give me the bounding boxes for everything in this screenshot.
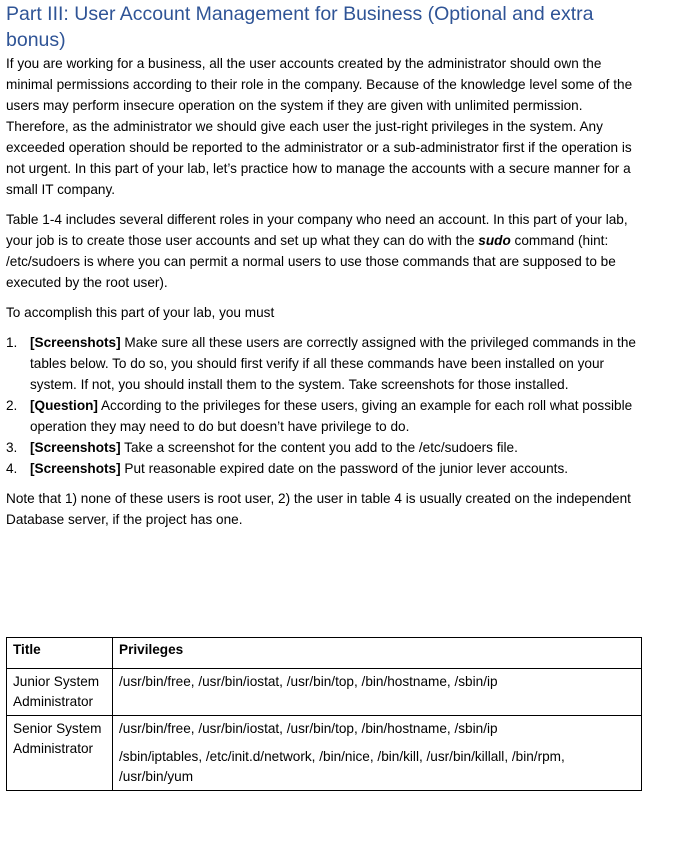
privileges-table — [6, 637, 642, 791]
item-text: Make sure all these users are correctly assigned with the privileged commands in the tables below. To do so, you should first verify if all these commands have been installed on your system. If not, you should install them to the system. Take screenshots for those installed. — [30, 335, 636, 392]
item-number: 4. — [6, 461, 18, 476]
privileges-line: /usr/bin/free, /usr/bin/iostat, /usr/bin/top, /bin/hostname, /sbin/ip — [119, 674, 498, 689]
sudo-term: sudo — [478, 233, 511, 248]
item-tag: [Screenshots] — [30, 335, 121, 350]
list-item — [6, 332, 646, 395]
intro-paragraph: If you are working for a business, all the user accounts created by the administrator should own the minimal permissions according to their role in the company. Because of the knowledge level some of the users may perform insecure operation on the system if they are given with unlimited permission. Therefore, as the administrator we should give each user the just-right privileges in the system. Any exceeded operation should be reported to the administrator or a sub-administrator first if the operation is not urgent. In this part of your lab, let’s practice how to manage the accounts with a secure manner for a small IT company. — [6, 56, 633, 197]
table-row — [7, 669, 642, 716]
note-paragraph: Note that 1) none of these users is root user, 2) the user in table 4 is usually created on the independent Database server, if the project has one. — [6, 491, 631, 527]
task-list — [6, 332, 646, 479]
header-title: Title — [7, 638, 113, 669]
table-intro-text-a: Table 1-4 includes several different roles in your company who need an account. In this part of your lab, your job is to create those user accounts and set up what they can do with the — [6, 212, 628, 248]
role-title: Senior System Administrator — [7, 716, 113, 791]
section-heading: Part III: User Account Management for Business (Optional and extra bonus) — [6, 3, 594, 51]
accomplish-paragraph: To accomplish this part of your lab, you must — [6, 305, 275, 320]
table-header-row — [7, 638, 642, 669]
item-number: 2. — [6, 398, 18, 413]
list-item — [6, 437, 646, 458]
list-item — [6, 458, 646, 479]
privileges-cell — [113, 716, 642, 791]
item-tag: [Screenshots] — [30, 461, 121, 476]
header-privileges: Privileges — [113, 638, 642, 669]
privileges-line: /usr/bin/free, /usr/bin/iostat, /usr/bin/top, /bin/hostname, /sbin/ip — [119, 721, 498, 736]
item-number: 1. — [6, 335, 18, 350]
table-intro-text-b: command (hint: /etc/sudoers is where you can permit a normal users to use those commands that are supposed to be executed by the root user). — [6, 233, 616, 290]
item-text: Take a screenshot for the content you add to the /etc/sudoers file. — [120, 440, 518, 455]
item-tag: [Question] — [30, 398, 98, 413]
item-number: 3. — [6, 440, 18, 455]
item-text: According to the privileges for these users, giving an example for each roll what possible operation they may need to do but doesn’t have privilege to do. — [30, 398, 633, 434]
table-row — [7, 716, 642, 791]
document-page — [6, 0, 646, 530]
privileges-cell — [113, 669, 642, 716]
table-intro-paragraph — [6, 209, 646, 293]
role-title: Junior System Administrator — [7, 669, 113, 716]
item-tag: [Screenshots] — [30, 440, 121, 455]
item-text: Put reasonable expired date on the password of the junior lever accounts. — [120, 461, 569, 476]
privileges-line-extra: /sbin/iptables, /etc/init.d/network, /bin/nice, /bin/kill, /usr/bin/killall, /bin/rpm, /usr/bin/yum — [119, 749, 565, 784]
list-item — [6, 395, 646, 437]
